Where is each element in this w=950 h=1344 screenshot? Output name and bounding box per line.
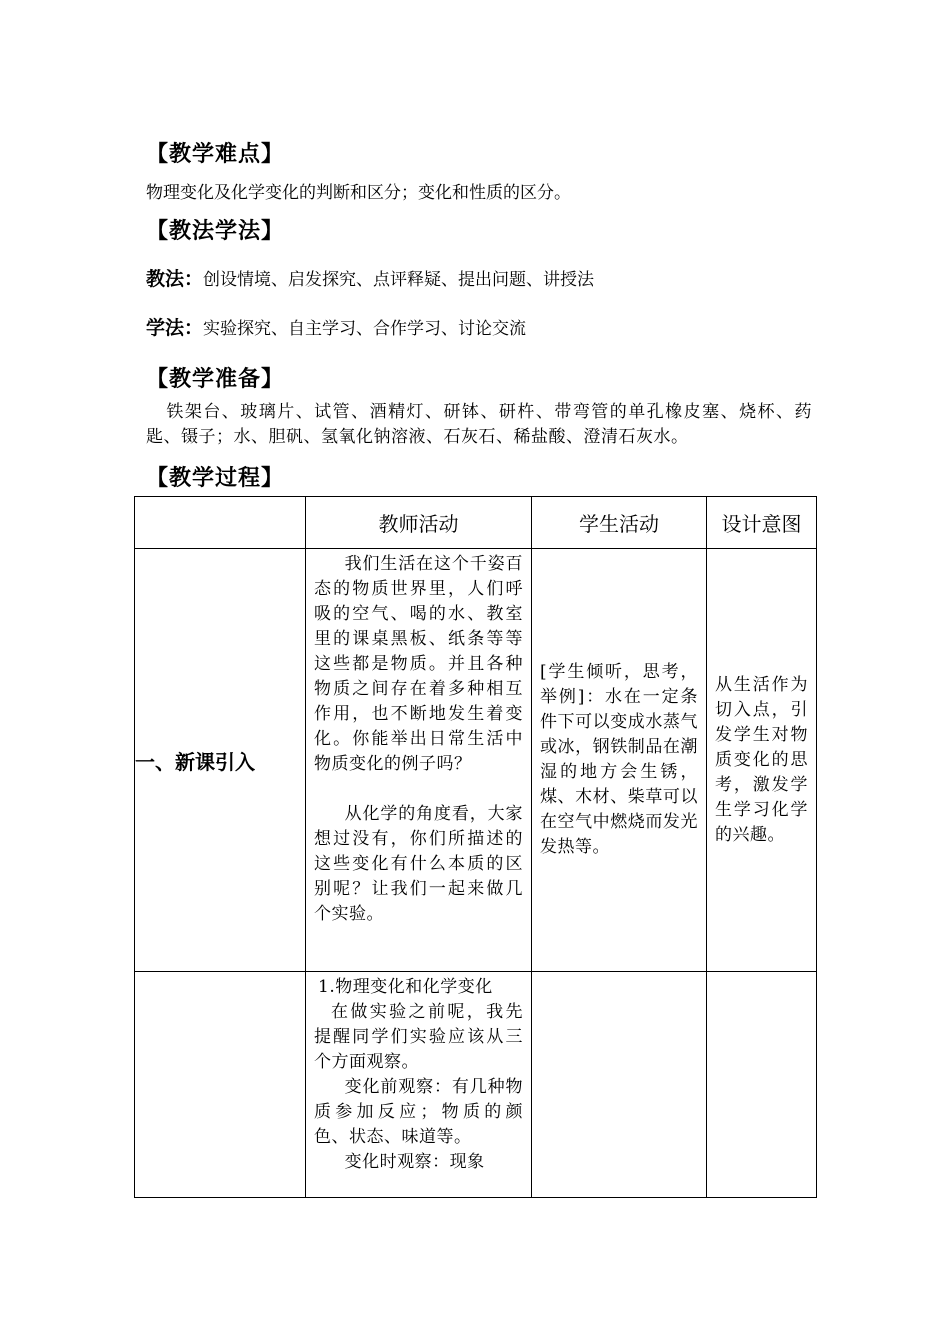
student-activity-cell [532,549,707,972]
header-stage [135,497,306,549]
methods-heading: 【教法学法】 [146,219,285,244]
difficulty-heading: 【教学难点】 [146,142,285,167]
table-row [135,549,817,972]
design-intent-cell [707,549,817,972]
teacher-paragraph: 我们生活在这个千姿百态的物质世界里，人们呼吸的空气、喝的水、教室里的课桌黑板、纸条等等这些都是物质。并且各种物质之间存在着多种相互作用，也不断地发生着变化。你能举出日常生活中物质变化的例子吗？ [314,554,523,774]
prep-text: 铁架台、玻璃片、试管、酒精灯、研钵、研杵、带弯管的单孔橡皮塞、烧杯、药匙、镊子；水、胆矾、氢氧化钠溶液、石灰石、稀盐酸、澄清石灰水。 [146,402,812,447]
teacher-paragraph: 在做实验之前呢，我先提醒同学们实验应该从三个方面观察。 [314,1002,523,1072]
stage-label: 一、新课引入 [135,549,306,972]
design-intent-text: 从生活作为切入点，引发学生对物质变化的思考，激发学生学习化学的兴趣。 [715,674,808,845]
difficulty-text: 物理变化及化学变化的判断和区分；变化和性质的区分。 [146,183,571,203]
learning-method-text: 实验探究、自主学习、合作学习、讨论交流 [203,319,527,339]
stage-label [135,972,306,1198]
student-activity-text: [学生倾听，思考，举例]：水在一定条件下可以变成水蒸气或冰，钢铁制品在潮湿的地方会生锈，煤、木材、柴草可以在空气中燃烧而发光发热等。 [540,662,698,857]
header-teacher-activity: 教师活动 [306,497,532,549]
teacher-paragraph: 变化时观察：现象 [344,1152,485,1172]
lesson-process-table [134,496,817,1198]
header-design-intent: 设计意图 [707,497,817,549]
teacher-subheading: 1.物理变化和化学变化 [318,977,493,997]
prep-heading: 【教学准备】 [146,367,285,392]
teacher-paragraph: 变化前观察：有几种物质参加反应；物质的颜色、状态、味道等。 [314,1077,523,1147]
teaching-method-text: 创设情境、启发探究、点评释疑、提出问题、讲授法 [203,270,595,290]
learning-method-label: 学法： [146,317,204,339]
design-intent-cell [707,972,817,1198]
table-header-row [135,497,817,549]
header-student-activity: 学生活动 [532,497,707,549]
learning-method-line [146,313,526,340]
teacher-activity-cell [306,549,532,972]
student-activity-cell [532,972,707,1198]
teacher-paragraph: 从化学的角度看，大家想过没有，你们所描述的这些变化有什么本质的区别呢？让我们一起来做几个实验。 [314,804,523,924]
process-heading: 【教学过程】 [146,466,285,491]
teaching-method-label: 教法： [146,268,204,290]
table-row [135,972,817,1198]
teacher-activity-cell [306,972,532,1198]
teaching-method-line [146,264,594,291]
